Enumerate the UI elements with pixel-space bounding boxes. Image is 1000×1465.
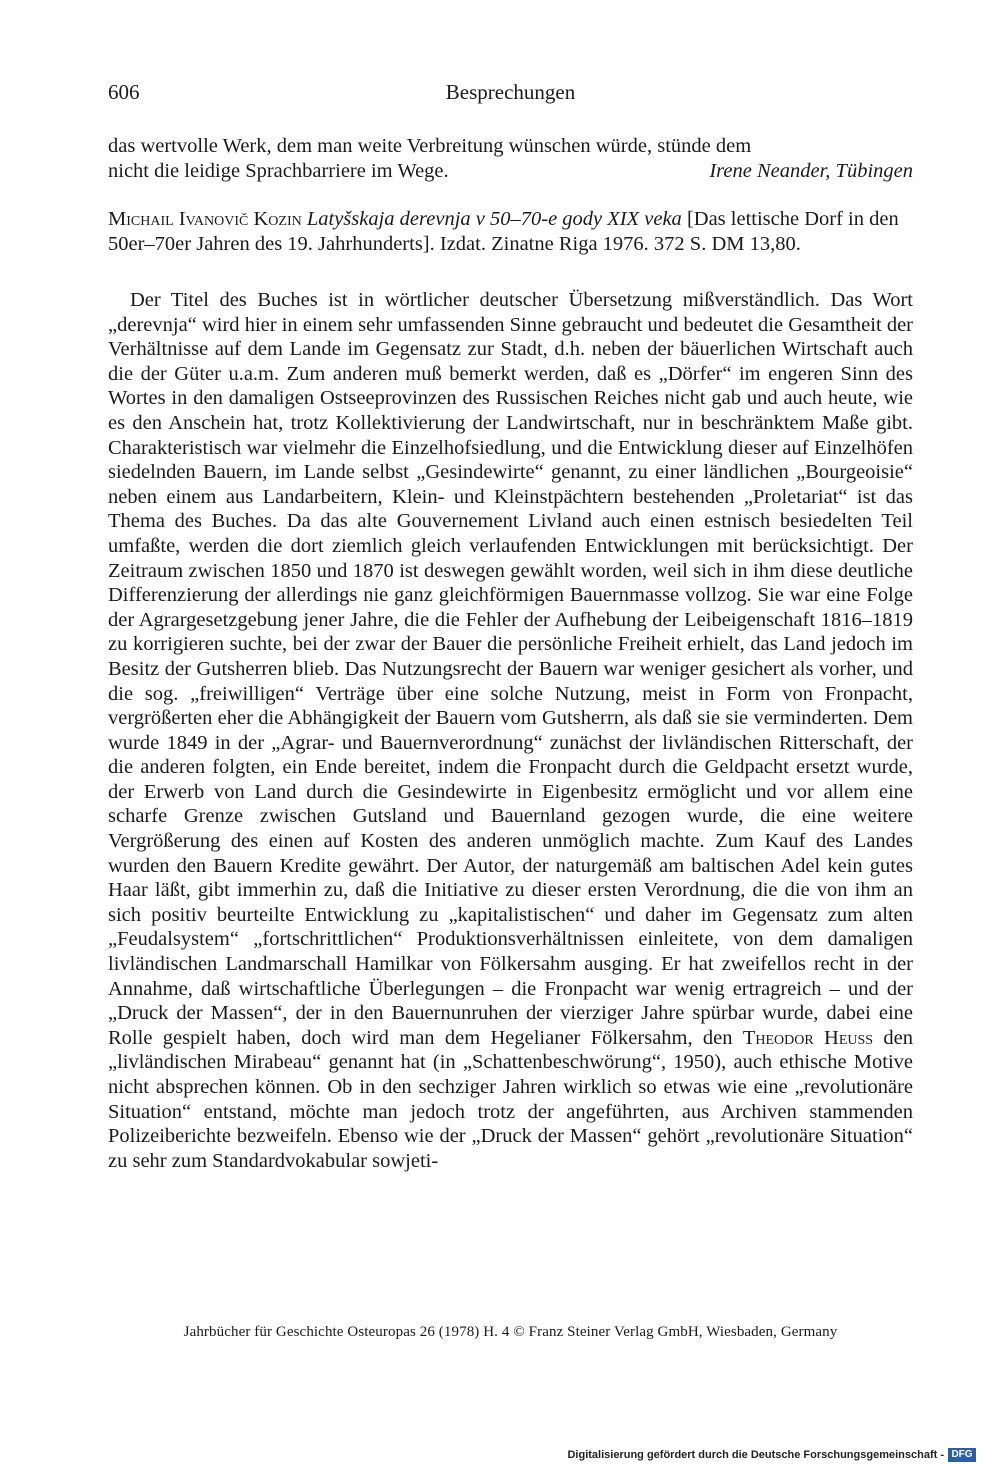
page-header — [108, 80, 913, 110]
review-text-part-2: den „livländischen Mirabeau“ genannt hat (in „Schattenbeschwörung“, 1950), auch ethische Motive nicht absprechen können. Ob in den sechziger Jahren wirklich so etwas wie eine „revolutionäre Situation“ entstand, möchte man jedoch trotz der angeführten, aus Archiven stammenden Polizeiberichte bezweifeln. Ebenso wie der „Druck der Massen“ gehört „revolutionäre Situation“ zu sehr zum Standardvokabular sowjeti- — [108, 1026, 914, 1172]
citation-details: [Das lettische Dorf in den 50er–70er Jahren des 19. Jahrhunderts]. Izdat. Zinatne Riga 1976. 372 S. DM 13,80. — [108, 208, 899, 255]
digitization-note: Digitalisierung gefördert durch die Deutsche Forschungsgemeinschaft - — [567, 1449, 944, 1461]
previous-review-line-2 — [108, 159, 913, 184]
citation-author: Michail Ivanovič Kozin — [108, 208, 302, 230]
page-number: 606 — [108, 80, 140, 104]
dfg-logo: DFG — [948, 1448, 976, 1462]
journal-footer: Jahrbücher für Geschichte Osteuropas 26 (1978) H. 4 © Franz Steiner Verlag GmbH, Wiesbaden, Germany — [183, 1324, 838, 1340]
review-person-name: Theodor Heuss — [742, 1026, 874, 1049]
book-citation — [108, 207, 913, 256]
previous-review-line-1: das wertvolle Werk, dem man weite Verbreitung wünschen würde, stünde dem — [108, 135, 752, 157]
previous-review-ending — [108, 134, 913, 183]
review-body — [108, 288, 913, 1173]
citation-title: Latyšskaja derevnja v 50–70-e gody XIX veka — [306, 208, 682, 230]
previous-review-text: nicht die leidige Sprachbarriere im Wege. — [108, 159, 449, 182]
reviewer-byline: Irene Neander, Tübingen — [709, 159, 913, 182]
review-text-part-1: Der Titel des Buches ist in wörtlicher deutscher Übersetzung mißverständlich. Das Wort „derevnja“ wird hier in einem sehr umfassenden Sinne gebraucht und bedeutet die Gesamtheit der Verhältnisse auf dem Lande im Gegensatz zur Stadt, d.h. neben der bäuerlichen Wirtschaft auch die der Güter u.a.m. Zum anderen muß bemerkt werden, daß es „Dörfer“ im engeren Sinn des Wortes in den damaligen Ostseeprovinzen des Russischen Reiches nicht gab und auch heute, wie es den Anschein hat, trotz Kollektivierung der Landwirtschaft, nur in beschränktem Maße gibt. Charakteristisch war vielmehr die Einzelhofsiedlung, und die Entwicklung dieser auf Einzelhöfen siedelnden Bauern, im Lande selbst „Gesindewirte“ genannt, zu einer ländlichen „Bourgeoisie“ neben einem aus Landarbeitern, Klein- und Kleinstpächtern bestehenden „Proletariat“ ist das Thema des Buches. Da das alte Gouvernement Livland auch einen estnisch besiedelten Teil umfaßte, werden die dort ziemlich gleich verlaufenden Entwicklungen mit berücksichtigt. Der Zeitraum zwischen 1850 und 1870 ist deswegen gewählt worden, weil sich in ihm diese deutliche Differenzierung der allerdings nie ganz gleichförmigen Bauernmasse vollzog. Sie war eine Folge der Agrargesetzgebung jener Jahre, die die Fehler der Aufhebung der Leibeigenschaft 1816–1819 zu korrigieren suchte, bei der zwar der Bauer die persönliche Freiheit erhielt, das Land jedoch im Besitz der Gutsherren blieb. Das Nutzungsrecht der Bauern war weniger gesichert als vorher, und die sog. „freiwilligen“ Verträge über eine solche Nutzung, meist in Form von Fronpacht, vergrößerten eher die Abhängigkeit der Bauern vom Gutsherrn, als daß sie sie verminderten. Dem wurde 1849 in der „Agrar- und Bauernverordnung“ zunächst der livländischen Ritterschaft, der die anderen folgten, ein Ende bereitet, indem die Fronpacht durch die Geldpacht ersetzt wurde, der Erwerb von Land durch die Gesindewirte in Eigenbesitz ermöglicht und vor allem eine scharfe Grenze zwischen Gutsland und Bauernland gezogen wurde, die eine weitere Vergrößerung des einen auf Kosten des anderen unmöglich machte. Zum Kauf des Landes wurden den Bauern Kredite gewährt. Der Autor, der naturgemäß am baltischen Adel kein gutes Haar läßt, gibt immerhin zu, daß die Initiative zu dieser ersten Verordnung, die die von ihm an sich positiv beurteilte Entwicklung zu „kapitalistischen“ und daher im Gegensatz zum alten „Feudalsystem“ „fortschrittlichen“ Produktionsverhältnissen einleitete, von dem damaligen livländischen Landmarschall Hamilkar von Fölkersahm ausging. Er hat zweifellos recht in der Annahme, daß wirtschaftliche Überlegungen – die Fronpacht war wenig ertragreich – und der „Druck der Massen“, der in den Bauernunruhen der vierziger Jahre spürbar wurde, dabei eine Rolle gespielt haben, doch wird man dem Hegelianer Fölkersahm, den — [108, 289, 913, 1049]
running-title: Besprechungen — [445, 80, 576, 104]
